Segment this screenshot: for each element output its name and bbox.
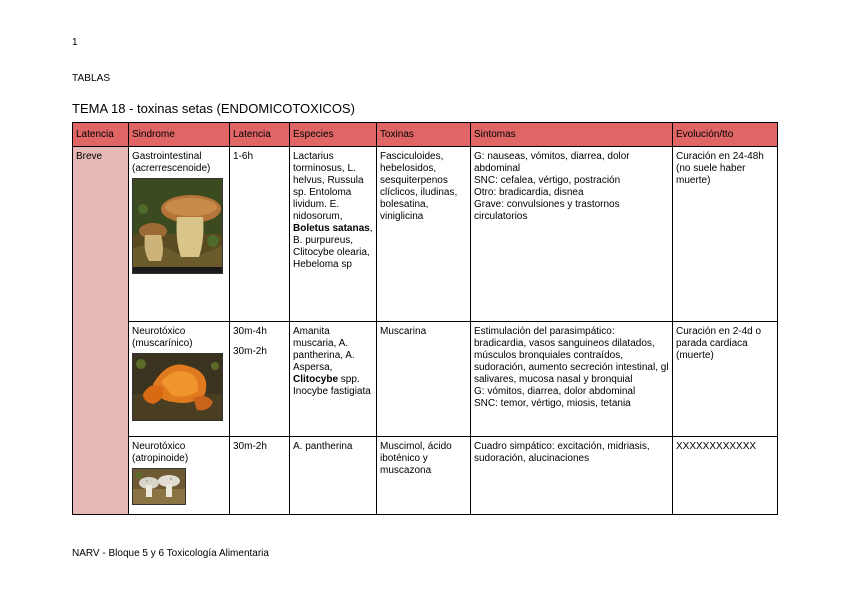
latency-group-cell bbox=[73, 147, 129, 515]
header-latencia: Latencia bbox=[230, 123, 290, 147]
sintomas-cell bbox=[471, 147, 673, 322]
toxinas-cell bbox=[377, 437, 471, 515]
latencia-cell bbox=[230, 437, 290, 515]
page-footer: NARV - Bloque 5 y 6 Toxicología Alimentaria bbox=[72, 548, 269, 559]
sintoma-line: SNC: temor, vértigo, miosis, tetania bbox=[474, 398, 631, 409]
sindrome-text: Neurotóxico (muscarínico) bbox=[132, 326, 193, 349]
latencia-value: 30m-4h bbox=[233, 326, 267, 337]
evolucion-cell bbox=[673, 322, 778, 437]
sintoma-line: Cuadro simpático: excitación, midriasis, sudoración, alucinaciones bbox=[474, 441, 650, 464]
latencia-cell bbox=[230, 147, 290, 322]
evolucion-text: XXXXXXXXXXXX bbox=[676, 441, 757, 452]
sintomas-cell bbox=[471, 322, 673, 437]
toxinas-text: Muscarina bbox=[380, 326, 427, 337]
header-toxinas: Toxinas bbox=[377, 123, 471, 147]
boletus-mushroom-photo bbox=[132, 178, 223, 274]
sintomas-cell bbox=[471, 437, 673, 515]
sindrome-cell bbox=[129, 147, 230, 322]
sintoma-line: Grave: convulsiones y trastornos circulatorios bbox=[474, 199, 620, 222]
header-sintomas: Sintomas bbox=[471, 123, 673, 147]
toxinas-text: Muscimol, ácido iboténico y muscazona bbox=[380, 441, 452, 476]
especies-text-rest: spp. Inocybe fastigiata bbox=[293, 374, 371, 397]
header-evolucion: Evolución/tto bbox=[673, 123, 778, 147]
toxin-table bbox=[72, 122, 778, 515]
sintoma-line: SNC: cefalea, vértigo, postración bbox=[474, 175, 621, 186]
toxinas-cell bbox=[377, 322, 471, 437]
especies-text: Lactarius torminosus, L. helvus, Russula sp. Entoloma lividum. E. nidosorum, bbox=[293, 151, 364, 222]
sindrome-cell bbox=[129, 322, 230, 437]
evolucion-text: Curación en 24-48h (no suele haber muerte) bbox=[676, 151, 764, 186]
latencia-value: 30m-2h bbox=[233, 346, 267, 357]
table-header-row bbox=[73, 123, 778, 147]
page-number: 1 bbox=[72, 37, 78, 48]
latencia-value: 30m-2h bbox=[233, 441, 267, 452]
page-title: TEMA 18 - toxinas setas (ENDOMICOTOXICOS) bbox=[72, 101, 355, 116]
latencia-value: 1-6h bbox=[233, 151, 254, 162]
especies-text: Amanita muscaria, A. pantherina, A. Aspersa, bbox=[293, 326, 355, 373]
sintoma-line: G: vómitos, diarrea, dolor abdominal bbox=[474, 386, 636, 397]
sintoma-line: Estimulación del parasimpático: bradicardia, vasos sanguineos dilatados, músculos bronquiales contraídos, sudoración, aumento secreción intestinal, gl salivares, mucosa nasal y bronquial bbox=[474, 326, 669, 385]
toxinas-text: Fasciculoides, hebelosidos, sesquiterpenos clíclicos, iludinas, bolesatina, viniglicina bbox=[380, 151, 458, 222]
table-row bbox=[73, 322, 778, 437]
evolucion-text: Curación en 2-4d o parada cardiaca (muerte) bbox=[676, 326, 762, 361]
toxinas-cell bbox=[377, 147, 471, 322]
section-heading: TABLAS bbox=[72, 73, 111, 84]
sindrome-cell bbox=[129, 437, 230, 515]
especies-cell bbox=[290, 322, 377, 437]
table-row bbox=[73, 147, 778, 322]
header-sindrome: Sindrome bbox=[129, 123, 230, 147]
white-mushroom-photo bbox=[132, 468, 186, 505]
sintoma-line: G: nauseas, vómitos, diarrea, dolor abdominal bbox=[474, 151, 630, 174]
sindrome-text: Neurotóxico (atropinoide) bbox=[132, 441, 189, 464]
especies-bold-species: Boletus satanas bbox=[293, 223, 370, 234]
sindrome-text: Gastrointestinal (acrerrescenoide) bbox=[132, 151, 211, 174]
evolucion-cell bbox=[673, 147, 778, 322]
orange-mushroom-photo bbox=[132, 353, 223, 421]
table-row bbox=[73, 437, 778, 515]
evolucion-cell bbox=[673, 437, 778, 515]
especies-cell bbox=[290, 437, 377, 515]
sintoma-line: Otro: bradicardia, disnea bbox=[474, 187, 584, 198]
latency-group-label: Breve bbox=[76, 151, 103, 162]
latencia-cell bbox=[230, 322, 290, 437]
especies-bold-species: Clitocybe bbox=[293, 374, 339, 385]
header-latencia-group: Latencia bbox=[73, 123, 129, 147]
especies-cell bbox=[290, 147, 377, 322]
header-especies: Especies bbox=[290, 123, 377, 147]
especies-text-rest: , B. purpureus, Clitocybe olearia, Hebeloma sp bbox=[293, 223, 373, 270]
especies-text: A. pantherina bbox=[293, 441, 353, 452]
